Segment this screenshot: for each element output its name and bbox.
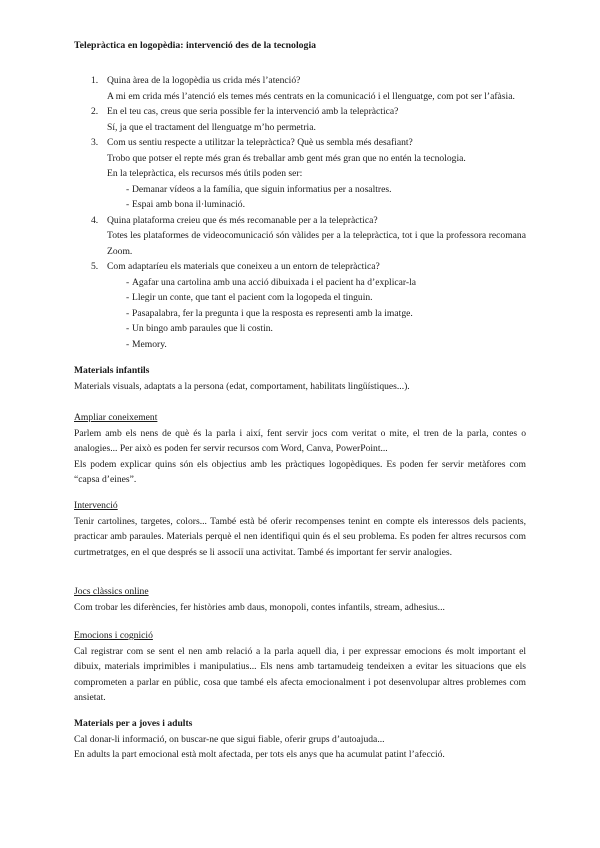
answer-text: Totes les plataformes de videocomunicació són vàlides per a la telepràctica, tot i que la professora recomana Zoom. [107,230,526,257]
sub-item-text: Demanar vídeos a la família, que siguin informatius per a nosaltres. [132,183,392,195]
question-text: Com adaptaríeu els materials que coneixeu a un entorn de telepràctica? [107,261,380,272]
sub-item-text: Un bingo amb paraules que li costin. [132,323,273,334]
dash-bullet: - [126,338,130,350]
section-heading: Emocions i cognició [74,630,153,641]
question-text: Quina plataforma creieu que és més recomanable per a la telepràctica? [107,214,378,226]
dash-bullet: - [126,183,130,195]
section-emocions [74,628,526,706]
dash-bullet: - [126,292,130,303]
item-number: 4. [91,214,99,226]
paragraph: Els podem explicar quins són els objectius amb les pràctiques logopèdiques. Es poden fer servir metàfores com “capsa d’eines”. [74,458,526,485]
sub-list-item [107,321,526,337]
section-heading: Materials infantils [74,365,150,376]
section-ampliar [74,410,526,488]
section-jocs [74,584,526,615]
paragraph: Parlem amb els nens de què és la parla i així, fent servir jocs com veritat o mite, el tren de la parla, contes o analogies... Per això es poden fer servir recursos com Word, Canva, PowerPoint... [74,427,526,454]
sub-list-item [107,275,526,291]
list-item [74,135,526,213]
sub-item-text: Llegir un conte, que tant el pacient com la logopeda el tinguin. [132,292,373,303]
sub-list-item [107,290,526,306]
question-text: Quina àrea de la logopèdia us crida més l’atenció? [107,75,301,86]
question-list [74,73,526,352]
answer-text: Sí, ja que el tractament del llenguatge m’ho permetria. [107,121,316,133]
answer-text: Trobo que potser el repte més gran és treballar amb gent més gran que no entén la tecnologia. [107,152,466,164]
sub-list-item [107,306,526,322]
question-text: Com us sentiu respecte a utilitzar la telepràctica? Què us sembla més desafiant? [107,137,413,148]
sub-list-item [107,182,526,198]
section-adults [74,716,526,763]
item-number: 1. [91,75,99,86]
list-item [74,104,526,135]
section-heading: Ampliar coneixement [74,412,158,423]
list-item [74,259,526,352]
dash-bullet: - [126,199,130,210]
item-number: 5. [91,261,99,272]
paragraph: Com trobar les diferències, fer històries amb daus, monopoli, contes infantils, stream, adhesius... [74,601,445,613]
list-item [74,213,526,260]
question-text: En el teu cas, creus que seria possible fer la intervenció amb la telepràctica? [107,106,399,117]
sub-item-text: Espai amb bona il·luminació. [132,199,245,210]
paragraph: En adults la part emocional està molt afectada, per tots els anys que ha acumulat patint l’afecció. [74,749,445,760]
paragraph: Tenir cartolines, targetes, colors... També està bé oferir recompenses tenint en compte els interessos dels pacients, practicar amb paraules. Materials perquè el nen identifiqui quin és el seu problema. Es poden fer altres recursos com curtmetratges, en el que després se li associï una activitat. També és important fer servir analogies. [74,515,526,558]
sub-list-item [107,197,526,213]
section-heading: Intervenció [74,500,118,511]
dash-bullet: - [126,276,130,288]
answer-text: En la telepràctica, els recursos més útils poden ser: [107,168,303,179]
sub-item-text: Agafar una cartolina amb una acció dibuixada i el pacient ha d’explicar-la [132,276,417,288]
sub-item-text: Pasapalabra, fer la pregunta i que la resposta es representi amb la imatge. [132,307,413,319]
dash-bullet: - [126,307,130,319]
sub-item-text: Memory. [132,338,167,350]
section-heading: Materials per a joves i adults [74,718,193,729]
paragraph: Cal registrar com se sent el nen amb relació a la parla aquell dia, i per expressar emocions és molt important el dibuix, materials imprimibles i manipulatius... Els nens amb tartamudeig tendeixen a evitar les situacions que els comprometen a parlar en públic, cosa que també els afecta emocionalment i pot desenvolupar altres problemes com ansietat. [74,645,526,703]
section-infantils [74,363,526,394]
item-number: 3. [91,137,99,148]
sub-list [107,275,526,353]
list-item [74,73,526,104]
sub-list-item [107,337,526,353]
section-intervencio [74,498,526,560]
dash-bullet: - [126,323,130,334]
section-heading: Jocs clàssics online [74,586,149,597]
answer-text: A mi em crida més l’atenció els temes més centrats en la comunicació i el llenguatge, com pot ser l’afàsia. [107,90,515,102]
paragraph: Materials visuals, adaptats a la persona (edat, comportament, habilitats lingüístiques...). [74,380,410,392]
item-number: 2. [91,106,99,117]
sub-list [107,182,526,213]
paragraph: Cal donar-li informació, on buscar-ne que sigui fiable, oferir grups d’autoajuda... [74,733,385,745]
document-title: Telepràctica en logopèdia: intervenció des de la tecnologia [74,40,317,51]
